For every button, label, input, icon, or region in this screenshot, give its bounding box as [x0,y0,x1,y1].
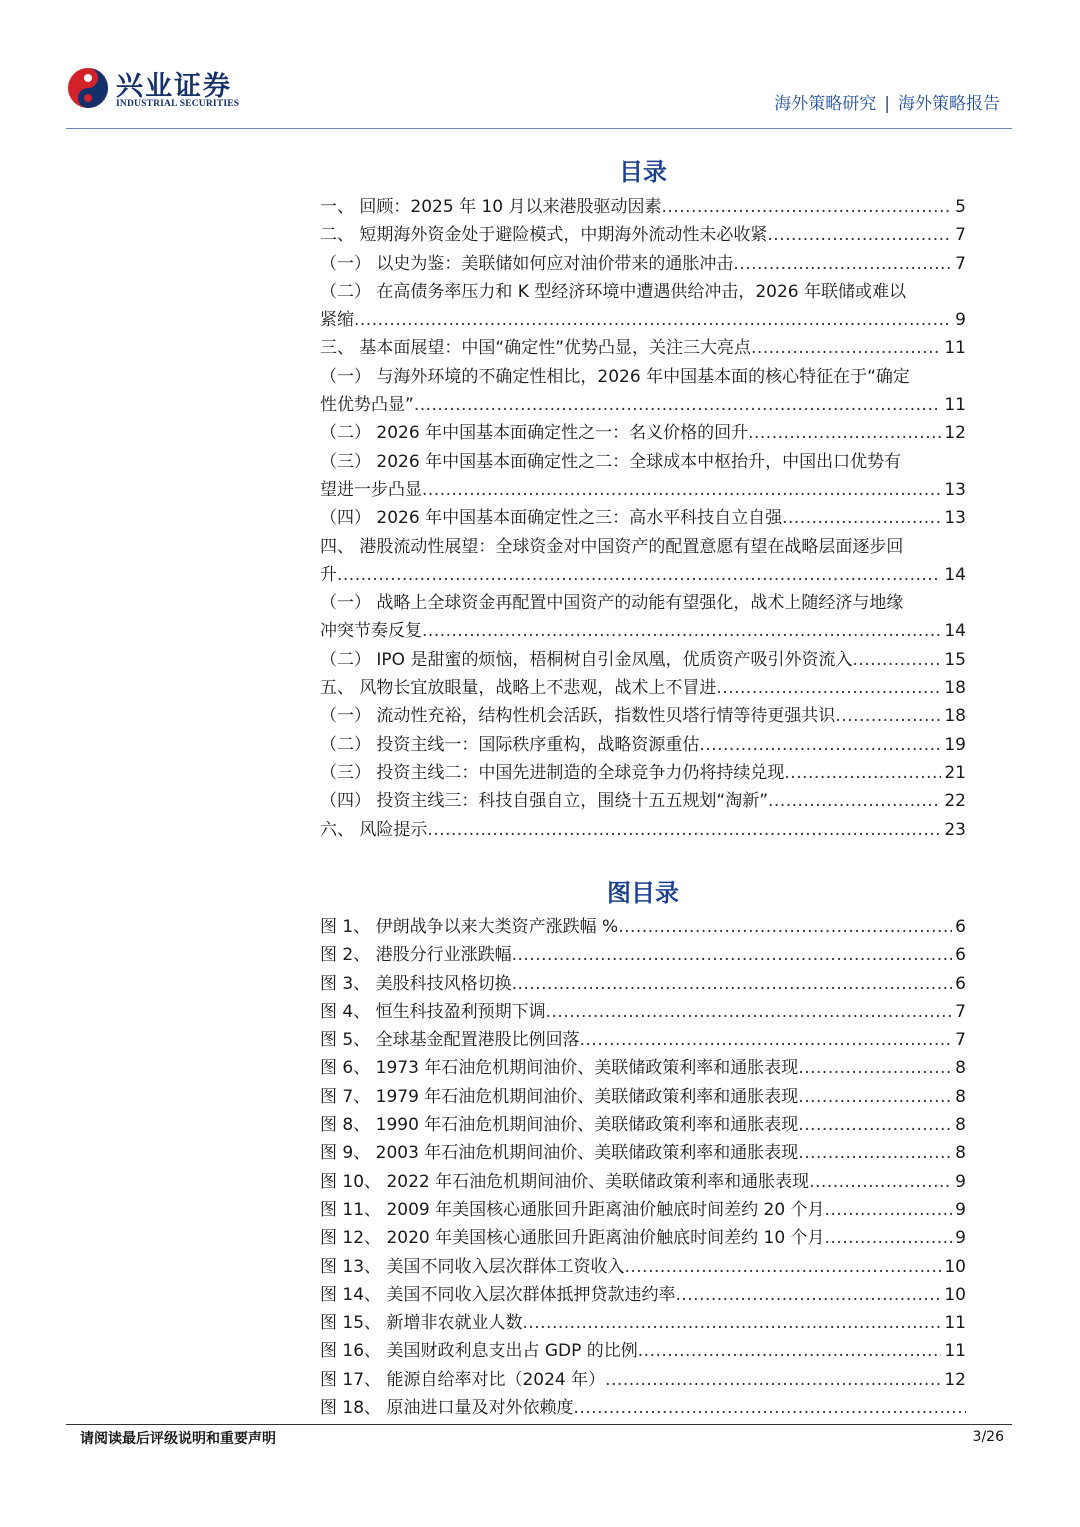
dot-leader [835,702,941,730]
toc-entry-text: （三） 2026 年中国基本面确定性之二：全球成本中枢抬升，中国出口优势有 [320,451,902,472]
toc-entry-text: （二） IPO 是甜蜜的烦恼，梧桐树自引金凤凰，优质资产吸引外资流入 [320,649,853,670]
dot-leader [580,1026,953,1054]
category-separator: | [884,94,890,114]
page-number: 3/26 [972,1429,1004,1445]
dot-leader [751,334,941,362]
toc-entry-text: （三） 投资主线二：中国先进制造的全球竞争力仍将持续兑现 [320,762,785,783]
dot-leader [852,646,941,674]
figure-entry-page: 6 [955,973,966,994]
figure-entry-text: 图 5、 全球基金配置港股比例回落 [320,1030,580,1051]
toc-entry[interactable] [320,759,966,787]
toc-entry-page: 9 [955,310,966,331]
figure-entry[interactable] [320,1366,966,1394]
toc-entry[interactable] [320,816,966,844]
figure-list [320,913,966,1422]
figure-entry-text: 图 4、 恒生科技盈利预期下调 [320,1001,546,1022]
figure-entry-page: 8 [955,1086,966,1107]
dot-leader [618,913,952,941]
figure-entry[interactable] [320,1111,966,1139]
figure-entry[interactable] [320,1224,966,1252]
toc-entry-text: 三、 基本面展望：中国“确定性”优势凸显，关注三大亮点 [320,338,752,359]
figure-entry-text: 图 14、 美国不同收入层次群体抵押贷款违约率 [320,1284,676,1305]
dot-leader [337,561,941,589]
dot-leader [798,1083,952,1111]
toc-entry-text: （四） 投资主线三：科技自强自立，围绕十五五规划“淘新” [320,791,769,812]
toc-entry[interactable] [320,589,966,617]
dot-leader [798,1111,952,1139]
toc-entry-text: 性优势凸显” [320,395,414,416]
toc-entry-text: （一） 以史为鉴：美联储如何应对油价带来的通胀冲击 [320,253,734,274]
toc-entry-page: 12 [944,423,966,444]
figure-entry-page: 10 [944,1284,966,1305]
figure-entry-text: 图 9、 2003 年石油危机期间油价、美联储政策利率和通胀表现 [320,1143,799,1164]
toc-entry-text: 六、 风险提示 [320,819,428,840]
toc-entry-page: 21 [944,762,966,783]
figure-list-title: 图目录 [607,879,679,907]
figure-entry[interactable] [320,1168,966,1196]
figure-entry[interactable] [320,1253,966,1281]
toc-entry-page: 5 [955,197,966,217]
toc-entry[interactable] [320,702,966,730]
dot-leader [512,941,953,969]
dot-leader [624,1253,941,1281]
dot-leader [414,391,942,419]
figure-entry[interactable] [320,941,966,969]
toc-entry-page: 7 [955,225,966,246]
figure-entry[interactable] [320,1281,966,1309]
dot-leader [522,1309,941,1337]
figure-entry-text: 图 17、 能源自给率对比（2024 年） [320,1369,606,1390]
footer-disclaimer: 请阅读最后评级说明和重要声明 [80,1431,276,1447]
figure-entry-text: 图 6、 1973 年石油危机期间油价、美联储政策利率和通胀表现 [320,1058,799,1079]
figure-entry-page: 12 [944,1369,966,1390]
figure-entry[interactable] [320,1026,966,1054]
dot-leader [784,759,941,787]
toc-entry-text: （四） 2026 年中国基本面确定性之三：高水平科技自立自强 [320,508,783,529]
toc-entry[interactable] [320,561,966,589]
toc-entry[interactable] [320,674,966,702]
toc-entry[interactable] [320,391,966,419]
figure-entry-text: 图 8、 1990 年石油危机期间油价、美联储政策利率和通胀表现 [320,1115,799,1136]
dot-leader [422,476,941,504]
figure-entry[interactable] [320,1083,966,1111]
dot-leader [733,250,952,278]
toc-entry[interactable] [320,306,966,334]
toc-entry-page: 15 [944,649,966,670]
toc-entry-text: （一） 与海外环境的不确定性相比，2026 年中国基本面的核心特征在于“确定 [320,366,910,387]
figure-entry-text: 图 3、 美股科技风格切换 [320,973,512,994]
toc-entry-text: 二、 短期海外资金处于避险模式，中期海外流动性未必收紧 [320,225,768,246]
dot-leader [798,1054,952,1082]
toc-entry[interactable] [320,731,966,759]
dot-leader [638,1337,942,1365]
figure-entry-text: 图 16、 美国财政利息支出占 GDP 的比例 [320,1341,638,1362]
dot-leader [798,1139,952,1167]
toc-entry[interactable] [320,363,966,391]
figure-entry-text: 图 11、 2009 年美国核心通胀回升距离油价触底时间差约 20 个月 [320,1199,825,1220]
figure-entry[interactable] [320,1054,966,1082]
dot-leader [354,306,952,334]
figure-entry-text: 图 13、 美国不同收入层次群体工资收入 [320,1256,625,1277]
figure-entry-page: 8 [955,1058,966,1079]
dot-leader [716,674,941,702]
toc-entry-text: 一、 回顾：2025 年 10 月以来港股驱动因素 [320,197,662,217]
dot-leader [767,221,952,249]
toc-entry-page: 18 [944,678,966,699]
figure-entry-page: 8 [955,1143,966,1164]
figure-entry-page: 6 [955,945,966,966]
logo-english-name: INDUSTRIAL SECURITIES [116,99,240,109]
figure-entry-text: 图 1、 伊朗战争以来大类资产涨跌幅 % [320,917,619,937]
report-type-label: 海外策略报告 [898,94,1000,114]
dot-leader [605,1366,941,1394]
toc-entry[interactable] [320,193,966,221]
figure-entry-page: 7 [955,1030,966,1051]
report-category [774,89,1000,114]
toc-entry[interactable] [320,617,966,645]
toc-entry[interactable] [320,278,966,306]
toc-entry[interactable] [320,533,966,561]
toc-entry-page: 14 [944,564,966,585]
dot-leader [699,731,941,759]
figure-entry[interactable] [320,998,966,1026]
figure-entry-text: 图 15、 新增非农就业人数 [320,1313,523,1334]
toc-entry[interactable] [320,448,966,476]
toc-entry-page: 13 [944,479,966,500]
toc-entry-page: 7 [955,253,966,274]
toc-entry-page: 22 [944,791,966,812]
dot-leader [825,1224,953,1252]
dot-leader [768,787,941,815]
toc-entry-text: （一） 流动性充裕，结构性机会活跃，指数性贝塔行情等待更强共识 [320,706,836,727]
dot-leader [825,1196,953,1224]
toc-entry-text: 冲突节奏反复 [320,621,422,642]
figure-entry[interactable] [320,970,966,998]
figure-entry-page: 9 [955,1199,966,1220]
dot-leader [512,970,953,998]
figure-entry-page: 7 [955,1001,966,1022]
dot-leader [573,1394,966,1422]
figure-entry[interactable] [320,1309,966,1337]
dot-leader [427,816,941,844]
toc-entry-page: 18 [944,706,966,727]
figure-entry-text: 图 12、 2020 年美国核心通胀回升距离油价触底时间差约 10 个月 [320,1228,825,1249]
dot-leader [748,419,941,447]
figure-entry-text: 图 18、 原油进口量及对外依赖度 [320,1398,574,1419]
toc-entry-text: 望进一步凸显 [320,479,422,500]
company-logo [66,66,256,114]
header-divider [66,128,1012,129]
toc-entry-text: 五、 风物长宜放眼量，战略上不悲观，战术上不冒进 [320,678,717,699]
toc-entry[interactable] [320,787,966,815]
toc-entry[interactable] [320,221,966,249]
toc-entry-page: 19 [944,734,966,755]
toc-entry[interactable] [320,504,966,532]
dot-leader [422,617,941,645]
toc-entry-text: 升 [320,564,337,585]
toc-entry-page: 13 [944,508,966,529]
figure-entry-text: 图 7、 1979 年石油危机期间油价、美联储政策利率和通胀表现 [320,1086,799,1107]
figure-entry-page: 11 [944,1341,966,1362]
toc-title: 目录 [619,158,667,186]
toc-entry-text: 四、 港股流动性展望：全球资金对中国资产的配置意愿有望在战略层面逐步回 [320,536,904,557]
industrial-securities-logo-icon [66,66,110,110]
dot-leader [662,193,953,221]
figure-entry[interactable] [320,1139,966,1167]
toc-entry[interactable] [320,476,966,504]
figure-entry-page: 8 [955,1115,966,1136]
dot-leader [809,1168,952,1196]
toc-entry[interactable] [320,419,966,447]
toc-entry-text: （二） 投资主线一：国际秩序重构，战略资源重估 [320,734,700,755]
toc-entry-page: 11 [944,338,966,359]
figure-entry-page: 9 [955,1228,966,1249]
dot-leader [675,1281,941,1309]
figure-entry[interactable] [320,1394,966,1422]
toc-entry-page: 14 [944,621,966,642]
figure-entry-page: 9 [955,1171,966,1192]
figure-entry[interactable] [320,913,966,941]
figure-entry[interactable] [320,1337,966,1365]
figure-entry[interactable] [320,1196,966,1224]
figure-entry-page: 10 [944,1256,966,1277]
footer-divider [66,1424,1012,1425]
page-header [66,64,1012,126]
category-label: 海外策略研究 [774,94,877,114]
toc-entry-text: （一） 战略上全球资金再配置中国资产的动能有望强化，战术上随经济与地缘 [320,593,904,614]
figure-entry-page: 11 [944,1313,966,1334]
figure-entry-text: 图 10、 2022 年石油危机期间油价、美联储政策利率和通胀表现 [320,1171,810,1192]
toc-entry[interactable] [320,250,966,278]
logo-chinese-name: 兴业证券 [116,71,232,102]
toc-entry-text: （二） 在高债务率压力和 K 型经济环境中遭遇供给冲击，2026 年联储或难以 [320,281,907,302]
toc-entry-page: 23 [944,819,966,840]
table-of-contents [320,193,966,844]
toc-entry[interactable] [320,646,966,674]
dot-leader [546,998,953,1026]
toc-entry[interactable] [320,334,966,362]
toc-entry-text: 紧缩 [320,310,354,331]
figure-entry-page: 6 [955,917,966,937]
dot-leader [782,504,941,532]
toc-entry-page: 11 [944,395,966,416]
figure-entry-text: 图 2、 港股分行业涨跌幅 [320,945,512,966]
toc-entry-text: （二） 2026 年中国基本面确定性之一：名义价格的回升 [320,423,749,444]
